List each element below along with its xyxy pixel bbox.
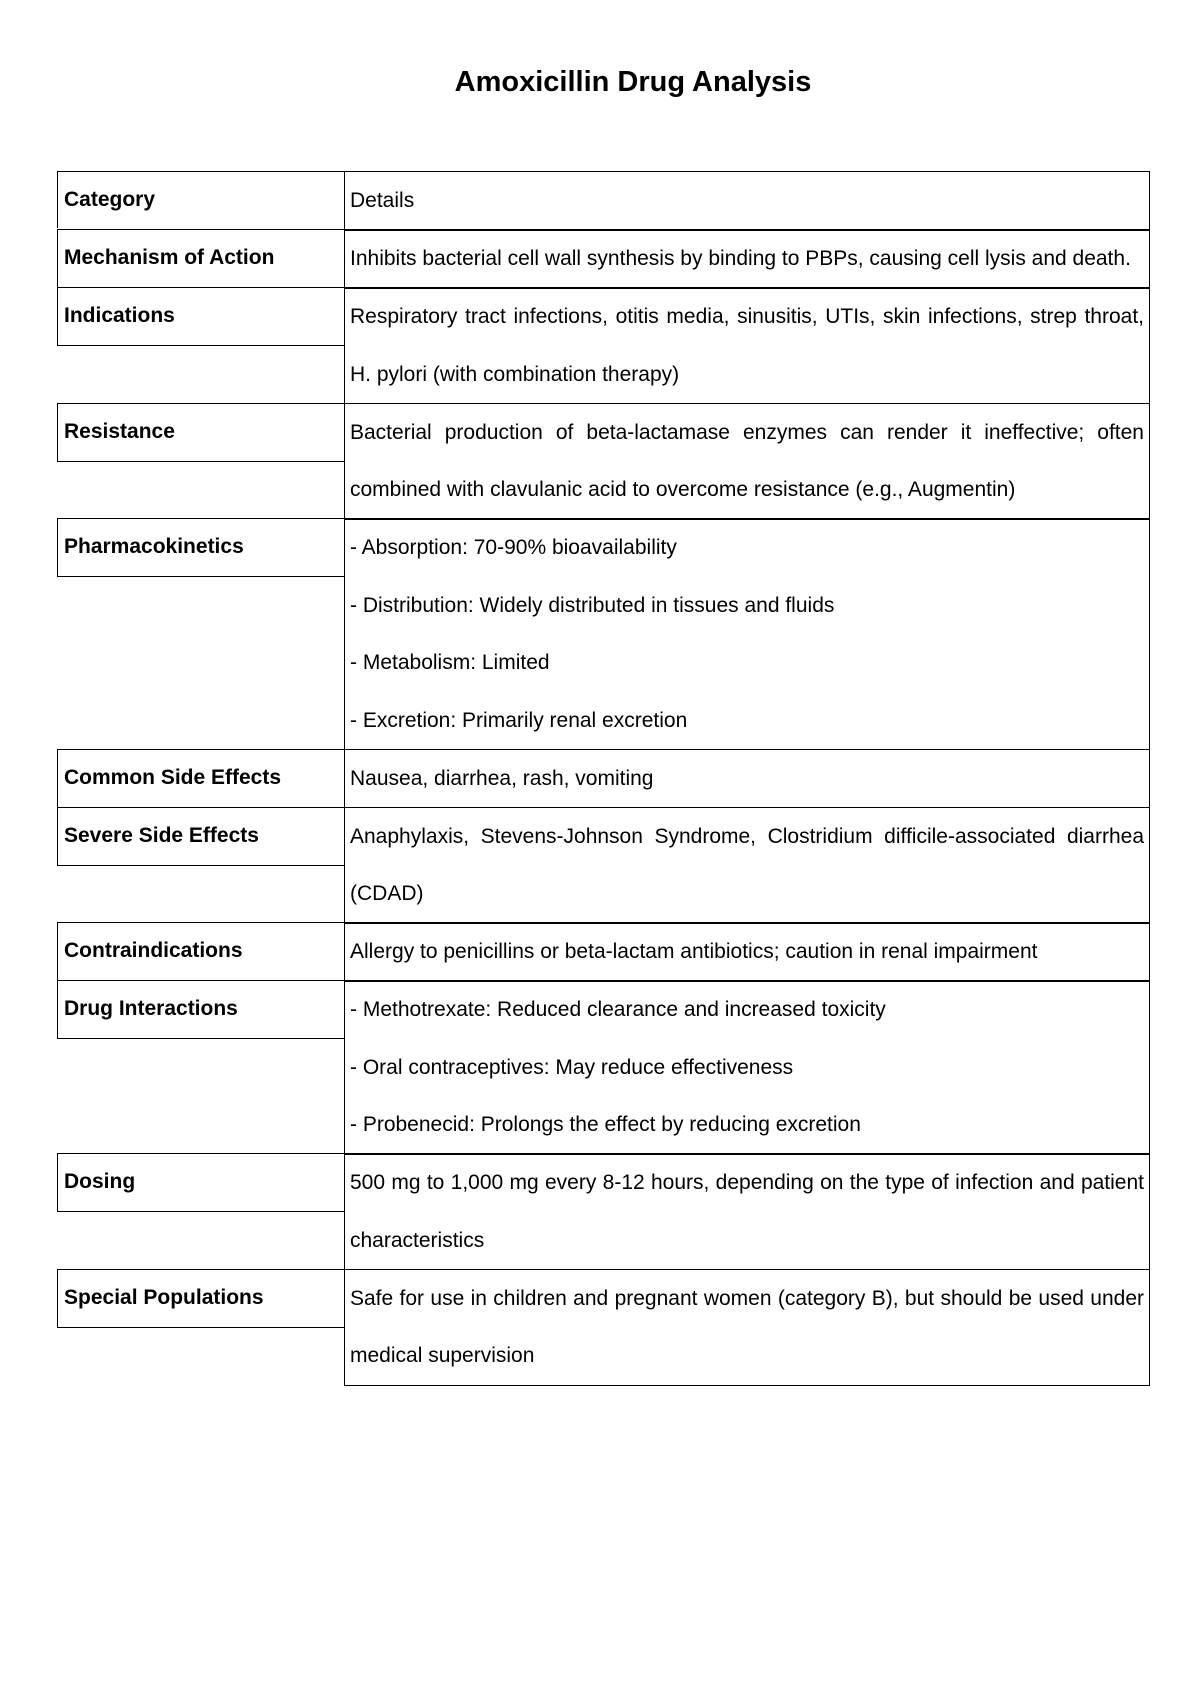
details-cell: Inhibits bacterial cell wall synthesis by binding to PBPs, causing cell lysis and death. [344,229,1150,289]
table-row [57,1269,1150,1386]
details-cell: Bacterial production of beta-lactamase enzymes can render it ineffective; often combined with clavulanic acid to overcome resistance (e.g., Augmentin) [344,403,1150,520]
category-cell: Indications [57,287,344,346]
details-line: - Methotrexate: Reduced clearance and increased toxicity [350,998,886,1021]
category-header: Category [57,171,344,228]
details-line: - Distribution: Widely distributed in tissues and fluids [350,593,835,617]
category-cell: Special Populations [57,1269,344,1328]
details-cell [344,518,1150,750]
details-cell: Nausea, diarrhea, rash, vomiting [344,749,1150,809]
table-row [57,922,1150,982]
details-cell: Anaphylaxis, Stevens-Johnson Syndrome, Clostridium difficile-associated diarrhea (CDAD) [344,807,1150,924]
details-line: - Probenecid: Prolongs the effect by reducing excretion [350,1113,861,1136]
category-cell: Contraindications [57,922,344,981]
details-cell: 500 mg to 1,000 mg every 8-12 hours, depending on the type of infection and patient characteristics [344,1153,1150,1270]
category-cell: Mechanism of Action [57,229,344,288]
category-cell: Drug Interactions [57,980,344,1039]
table-row [57,749,1150,809]
table-row [57,403,1150,520]
category-cell: Resistance [57,403,344,462]
drug-analysis-table [57,171,1150,1386]
details-line: - Metabolism: Limited [350,651,550,674]
table-row [57,807,1150,924]
details-header: Details [344,171,1150,231]
table-row [57,287,1150,404]
details-cell: Safe for use in children and pregnant women (category B), but should be used under medical supervision [344,1269,1150,1386]
details-cell [344,980,1150,1155]
category-cell: Pharmacokinetics [57,518,344,577]
category-cell: Dosing [57,1153,344,1212]
table-row [57,229,1150,289]
category-column [57,171,344,231]
details-line: - Oral contraceptives: May reduce effectiveness [350,1055,794,1079]
table-header-row [57,171,1150,231]
table-row [57,980,1150,1155]
details-line: - Absorption: 70-90% bioavailability [350,536,677,559]
table-row [57,518,1150,750]
category-cell: Severe Side Effects [57,807,344,866]
details-cell: Respiratory tract infections, otitis media, sinusitis, UTIs, skin infections, strep throat, H. pylori (with combination therapy) [344,287,1150,404]
document-title: Amoxicillin Drug Analysis [454,66,812,98]
category-cell: Common Side Effects [57,749,344,808]
details-line: - Excretion: Primarily renal excretion [350,708,688,732]
details-cell: Allergy to penicillins or beta-lactam antibiotics; caution in renal impairment [344,922,1150,982]
table-row [57,1153,1150,1270]
